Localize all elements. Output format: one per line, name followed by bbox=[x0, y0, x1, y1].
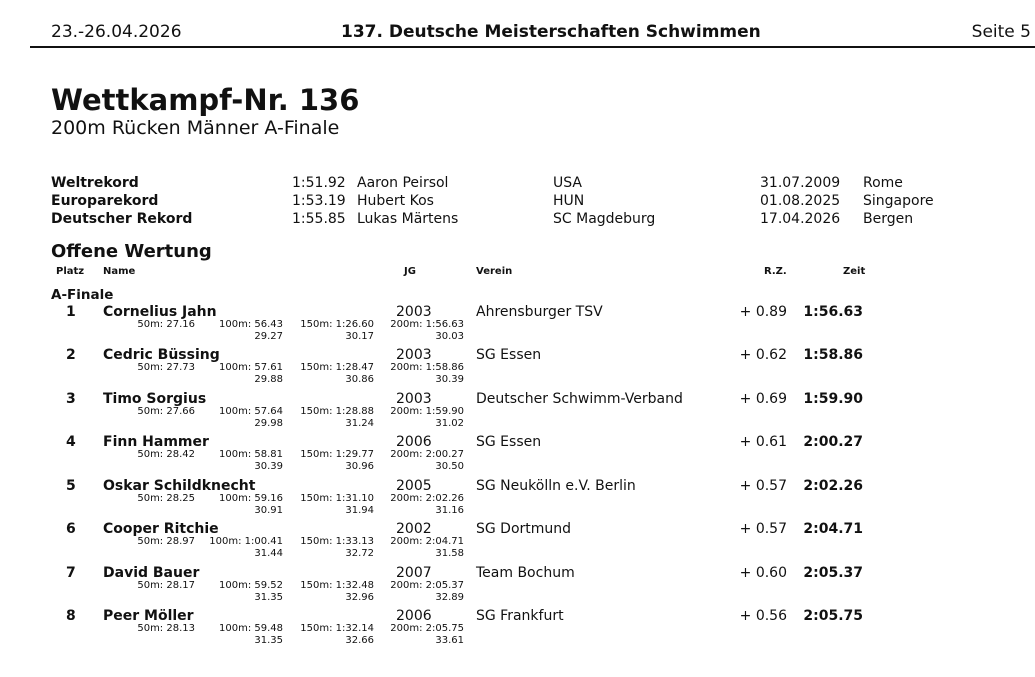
split-50m: 50m: 28.97 bbox=[137, 536, 195, 547]
lap-200m: 30.03 bbox=[435, 331, 464, 342]
result-yob: 2006 bbox=[396, 434, 432, 450]
result-reaction-time: + 0.69 bbox=[739, 391, 787, 407]
lap-200m: 30.50 bbox=[435, 461, 464, 472]
result-name: Finn Hammer bbox=[103, 434, 209, 450]
lap-100m: 31.35 bbox=[254, 635, 283, 646]
result-yob: 2006 bbox=[396, 608, 432, 624]
result-row bbox=[0, 434, 1035, 478]
column-header-name: Name bbox=[103, 266, 136, 277]
result-club: SG Dortmund bbox=[476, 521, 572, 537]
lap-200m: 31.16 bbox=[435, 505, 464, 516]
record-time: 1:51.92 bbox=[292, 175, 346, 191]
result-place: 7 bbox=[66, 565, 76, 581]
result-club: SG Essen bbox=[476, 347, 542, 363]
record-nation: USA bbox=[553, 175, 582, 191]
result-final-time: 2:05.37 bbox=[803, 565, 863, 581]
split-150m: 150m: 1:29.77 bbox=[300, 449, 374, 460]
page-title: Wettkampf-Nr. 136 bbox=[51, 83, 360, 117]
result-final-time: 2:00.27 bbox=[803, 434, 863, 450]
result-final-time: 1:56.63 bbox=[803, 304, 863, 320]
record-label: Weltrekord bbox=[51, 175, 139, 191]
result-final-time: 2:02.26 bbox=[803, 478, 863, 494]
result-name: Cooper Ritchie bbox=[103, 521, 219, 537]
split-50m: 50m: 27.66 bbox=[137, 406, 195, 417]
record-holder: Lukas Märtens bbox=[357, 211, 459, 227]
result-reaction-time: + 0.60 bbox=[739, 565, 787, 581]
lap-150m: 30.96 bbox=[345, 461, 374, 472]
result-club: Deutscher Schwimm-Verband bbox=[476, 391, 683, 407]
split-200m: 200m: 2:04.71 bbox=[390, 536, 464, 547]
header-page-number: Seite 5 bbox=[971, 22, 1031, 42]
lap-150m: 31.94 bbox=[345, 505, 374, 516]
split-150m: 150m: 1:31.10 bbox=[300, 493, 374, 504]
result-club: SG Frankfurt bbox=[476, 608, 564, 624]
section-heading: Offene Wertung bbox=[51, 241, 212, 262]
lap-100m: 29.27 bbox=[254, 331, 283, 342]
result-reaction-time: + 0.61 bbox=[739, 434, 787, 450]
lap-200m: 30.39 bbox=[435, 374, 464, 385]
split-100m: 100m: 58.81 bbox=[218, 449, 283, 460]
result-place: 3 bbox=[66, 391, 76, 407]
column-header-place: Platz bbox=[56, 266, 85, 277]
split-100m: 100m: 56.43 bbox=[218, 319, 283, 330]
split-50m: 50m: 28.25 bbox=[137, 493, 195, 504]
split-50m: 50m: 28.13 bbox=[137, 623, 195, 634]
record-label: Deutscher Rekord bbox=[51, 211, 193, 227]
result-reaction-time: + 0.56 bbox=[739, 608, 787, 624]
split-150m: 150m: 1:32.14 bbox=[300, 623, 374, 634]
lap-200m: 32.89 bbox=[435, 592, 464, 603]
result-name: Cornelius Jahn bbox=[103, 304, 217, 320]
result-yob: 2003 bbox=[396, 304, 432, 320]
split-150m: 150m: 1:26.60 bbox=[300, 319, 374, 330]
split-150m: 150m: 1:28.88 bbox=[300, 406, 374, 417]
result-place: 4 bbox=[66, 434, 76, 450]
lap-150m: 32.66 bbox=[345, 635, 374, 646]
lap-150m: 32.72 bbox=[345, 548, 374, 559]
result-row bbox=[0, 347, 1035, 391]
column-header-reaction: R.Z. bbox=[764, 266, 787, 277]
split-200m: 200m: 1:56.63 bbox=[390, 319, 464, 330]
result-club: SG Essen bbox=[476, 434, 542, 450]
split-50m: 50m: 28.17 bbox=[137, 580, 195, 591]
result-club: Team Bochum bbox=[476, 565, 575, 581]
header-event-title: 137. Deutsche Meisterschaften Schwimmen bbox=[341, 22, 761, 42]
column-header-yob: JG bbox=[404, 266, 416, 277]
lap-100m: 31.35 bbox=[254, 592, 283, 603]
result-yob: 2005 bbox=[396, 478, 432, 494]
column-header-club: Verein bbox=[476, 266, 513, 277]
result-yob: 2003 bbox=[396, 391, 432, 407]
header-dates: 23.-26.04.2026 bbox=[51, 22, 182, 42]
result-place: 1 bbox=[66, 304, 76, 320]
lap-150m: 30.86 bbox=[345, 374, 374, 385]
split-150m: 150m: 1:33.13 bbox=[300, 536, 374, 547]
record-place: Rome bbox=[863, 175, 903, 191]
lap-100m: 29.88 bbox=[254, 374, 283, 385]
record-time: 1:55.85 bbox=[292, 211, 346, 227]
result-name: Timo Sorgius bbox=[103, 391, 207, 407]
record-nation: SC Magdeburg bbox=[553, 211, 656, 227]
lap-150m: 31.24 bbox=[345, 418, 374, 429]
header-divider bbox=[30, 46, 1035, 48]
final-label: A-Finale bbox=[51, 287, 114, 303]
result-row bbox=[0, 521, 1035, 565]
split-50m: 50m: 27.16 bbox=[137, 319, 195, 330]
result-club: Ahrensburger TSV bbox=[476, 304, 603, 320]
record-date: 31.07.2009 bbox=[760, 175, 841, 191]
lap-200m: 33.61 bbox=[435, 635, 464, 646]
result-place: 5 bbox=[66, 478, 76, 494]
result-row bbox=[0, 478, 1035, 522]
result-name: Cedric Büssing bbox=[103, 347, 220, 363]
split-150m: 150m: 1:32.48 bbox=[300, 580, 374, 591]
record-time: 1:53.19 bbox=[292, 193, 346, 209]
split-200m: 200m: 1:58.86 bbox=[390, 362, 464, 373]
result-final-time: 1:58.86 bbox=[803, 347, 863, 363]
lap-100m: 31.44 bbox=[254, 548, 283, 559]
lap-200m: 31.02 bbox=[435, 418, 464, 429]
result-name: Oskar Schildknecht bbox=[103, 478, 256, 494]
split-50m: 50m: 28.42 bbox=[137, 449, 195, 460]
split-200m: 200m: 1:59.90 bbox=[390, 406, 464, 417]
result-reaction-time: + 0.57 bbox=[739, 478, 787, 494]
split-200m: 200m: 2:05.75 bbox=[390, 623, 464, 634]
split-200m: 200m: 2:05.37 bbox=[390, 580, 464, 591]
split-100m: 100m: 59.16 bbox=[218, 493, 283, 504]
lap-200m: 31.58 bbox=[435, 548, 464, 559]
result-reaction-time: + 0.57 bbox=[739, 521, 787, 537]
result-row bbox=[0, 391, 1035, 435]
split-100m: 100m: 57.64 bbox=[218, 406, 283, 417]
result-yob: 2007 bbox=[396, 565, 432, 581]
split-100m: 100m: 59.52 bbox=[218, 580, 283, 591]
split-100m: 100m: 1:00.41 bbox=[209, 536, 283, 547]
result-final-time: 1:59.90 bbox=[803, 391, 863, 407]
lap-150m: 32.96 bbox=[345, 592, 374, 603]
result-final-time: 2:05.75 bbox=[803, 608, 863, 624]
record-date: 01.08.2025 bbox=[760, 193, 841, 209]
split-50m: 50m: 27.73 bbox=[137, 362, 195, 373]
split-100m: 100m: 59.48 bbox=[218, 623, 283, 634]
record-nation: HUN bbox=[553, 193, 585, 209]
result-reaction-time: + 0.62 bbox=[739, 347, 787, 363]
split-100m: 100m: 57.61 bbox=[218, 362, 283, 373]
result-yob: 2003 bbox=[396, 347, 432, 363]
result-name: Peer Möller bbox=[103, 608, 194, 624]
result-club: SG Neukölln e.V. Berlin bbox=[476, 478, 636, 494]
split-200m: 200m: 2:02.26 bbox=[390, 493, 464, 504]
lap-150m: 30.17 bbox=[345, 331, 374, 342]
lap-100m: 30.91 bbox=[254, 505, 283, 516]
record-date: 17.04.2026 bbox=[760, 211, 841, 227]
result-row bbox=[0, 565, 1035, 609]
record-place: Singapore bbox=[863, 193, 934, 209]
record-label: Europarekord bbox=[51, 193, 159, 209]
page-subtitle: 200m Rücken Männer A-Finale bbox=[51, 117, 340, 139]
record-holder: Aaron Peirsol bbox=[357, 175, 449, 191]
lap-100m: 30.39 bbox=[254, 461, 283, 472]
result-name: David Bauer bbox=[103, 565, 200, 581]
result-yob: 2002 bbox=[396, 521, 432, 537]
result-row bbox=[0, 304, 1035, 348]
record-place: Bergen bbox=[863, 211, 914, 227]
lap-100m: 29.98 bbox=[254, 418, 283, 429]
split-150m: 150m: 1:28.47 bbox=[300, 362, 374, 373]
split-200m: 200m: 2:00.27 bbox=[390, 449, 464, 460]
result-row bbox=[0, 608, 1035, 652]
result-place: 2 bbox=[66, 347, 76, 363]
result-place: 6 bbox=[66, 521, 76, 537]
column-header-time: Zeit bbox=[843, 266, 866, 277]
result-reaction-time: + 0.89 bbox=[739, 304, 787, 320]
result-place: 8 bbox=[66, 608, 76, 624]
result-final-time: 2:04.71 bbox=[803, 521, 863, 537]
record-holder: Hubert Kos bbox=[357, 193, 434, 209]
